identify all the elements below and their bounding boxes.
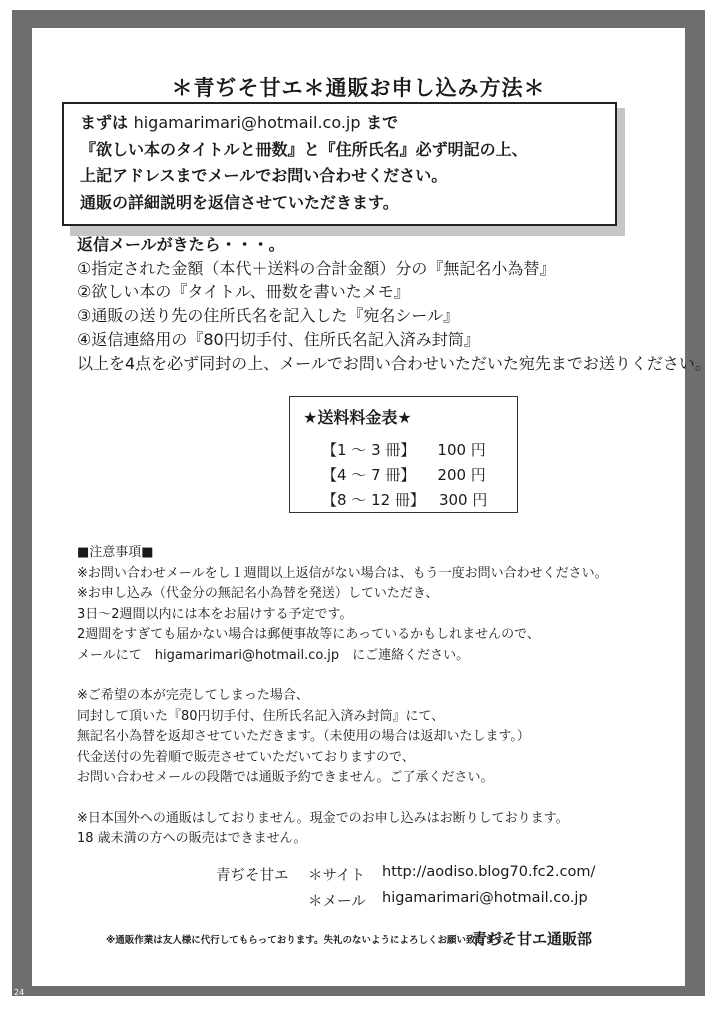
note-line: ※ご希望の本が完売してしまった場合、 xyxy=(77,688,309,703)
intro-line-3: 上記アドレスまでメールでお問い合わせください。 xyxy=(80,166,448,185)
fee-row xyxy=(322,489,487,510)
page-number: 24 xyxy=(14,988,25,997)
notes-heading: ■注意事項■ xyxy=(77,545,154,560)
reply-item-3: ③通販の送り先の住所氏名を記入した『宛名シール』 xyxy=(77,306,460,326)
site-url-link[interactable]: http://aodiso.blog70.fc2.com/ xyxy=(382,864,596,880)
note-line: 2週間をすぎても届かない場合は郵便事故等にあっているかもしれませんので、 xyxy=(77,627,540,642)
shipping-fee-table xyxy=(289,396,518,513)
fee-price: 200 円 xyxy=(437,466,486,484)
intro-line-2: 『欲しい本のタイトルと冊数』と『住所氏名』必ず明記の上、 xyxy=(80,139,528,159)
fee-row xyxy=(322,439,486,460)
note-line: 無記名小為替を返却させていただきます。（未使用の場合は返却いたします。） xyxy=(77,729,530,744)
footer-dept: 青ぢそ甘エ通販部 xyxy=(472,930,593,948)
note-line: メールにて higamarimari@hotmail.co.jp にご連絡ください。 xyxy=(77,647,470,663)
intro-box xyxy=(62,102,617,226)
reply-item-1: ①指定された金額（本代＋送料の合計金額）分の『無記名小為替』 xyxy=(77,258,556,278)
note-line: 代金送付の先着順で販売させていただいておりますので、 xyxy=(77,749,415,765)
fee-row xyxy=(322,464,486,485)
notes-section xyxy=(77,543,608,850)
reply-heading: 返信メールがきたら・・・。 xyxy=(77,235,285,254)
note-line: 同封して頂いた『80円切手付、住所氏名記入済み封筒』にて、 xyxy=(77,708,445,724)
note-line: 18 歳未満の方への販売はできません。 xyxy=(77,831,307,846)
intro-email[interactable]: higamarimari@hotmail.co.jp xyxy=(133,113,361,132)
note-line: ※日本国外への通販はしておりません。現金でのお申し込みはお断りしております。 xyxy=(77,810,569,826)
footer-note: ※通販作業は友人様に代行してもらっております。失礼のないようによろしくお願い致します。 xyxy=(106,935,513,946)
reply-item-2: ②欲しい本の『タイトル、冊数を書いたメモ』 xyxy=(77,282,410,302)
site-label: ＊サイト xyxy=(308,868,365,884)
document-page xyxy=(32,28,711,986)
intro-line-1-suffix: まで xyxy=(360,113,399,132)
fee-table-title: ★送料料金表★ xyxy=(303,408,412,427)
note-line: お問い合わせメールの段階では通販予約できません。ご了承ください。 xyxy=(77,770,494,785)
intro-line-1 xyxy=(80,110,615,137)
note-line: ※お申し込み（代金分の無記名小為替を発送）していただき、 xyxy=(77,586,439,601)
fee-range: 【8 ～ 12 冊】 xyxy=(322,491,425,509)
page-title: ＊青ぢそ甘エ＊通販お申し込み方法＊ xyxy=(171,76,546,100)
fee-range: 【1 ～ 3 冊】 xyxy=(322,441,416,459)
note-line: 3日～2週間以内には本をお届けする予定です。 xyxy=(77,606,353,622)
fee-price: 100 円 xyxy=(437,441,486,459)
fee-range: 【4 ～ 7 冊】 xyxy=(322,466,416,484)
fee-price: 300 円 xyxy=(438,491,488,509)
mail-label: ＊メール xyxy=(308,894,366,910)
circle-name: 青ぢそ甘エ xyxy=(216,868,289,884)
note-line: ※お問い合わせメールをし１週間以上返信がない場合は、もう一度お問い合わせください。 xyxy=(77,565,608,581)
intro-line-4: 通販の詳細説明を返信させていただきます。 xyxy=(80,192,399,212)
reply-closing: 以上を4点を必ず同封の上、メールでお問い合わせいただいた宛先までお送りください。 xyxy=(77,353,711,373)
reply-item-4: ④返信連絡用の『80円切手付、住所氏名記入済み封筒』 xyxy=(77,329,480,349)
intro-line-1-prefix: まずは xyxy=(80,113,134,132)
reply-instructions xyxy=(77,233,711,375)
mail-link[interactable]: higamarimari@hotmail.co.jp xyxy=(382,890,588,906)
